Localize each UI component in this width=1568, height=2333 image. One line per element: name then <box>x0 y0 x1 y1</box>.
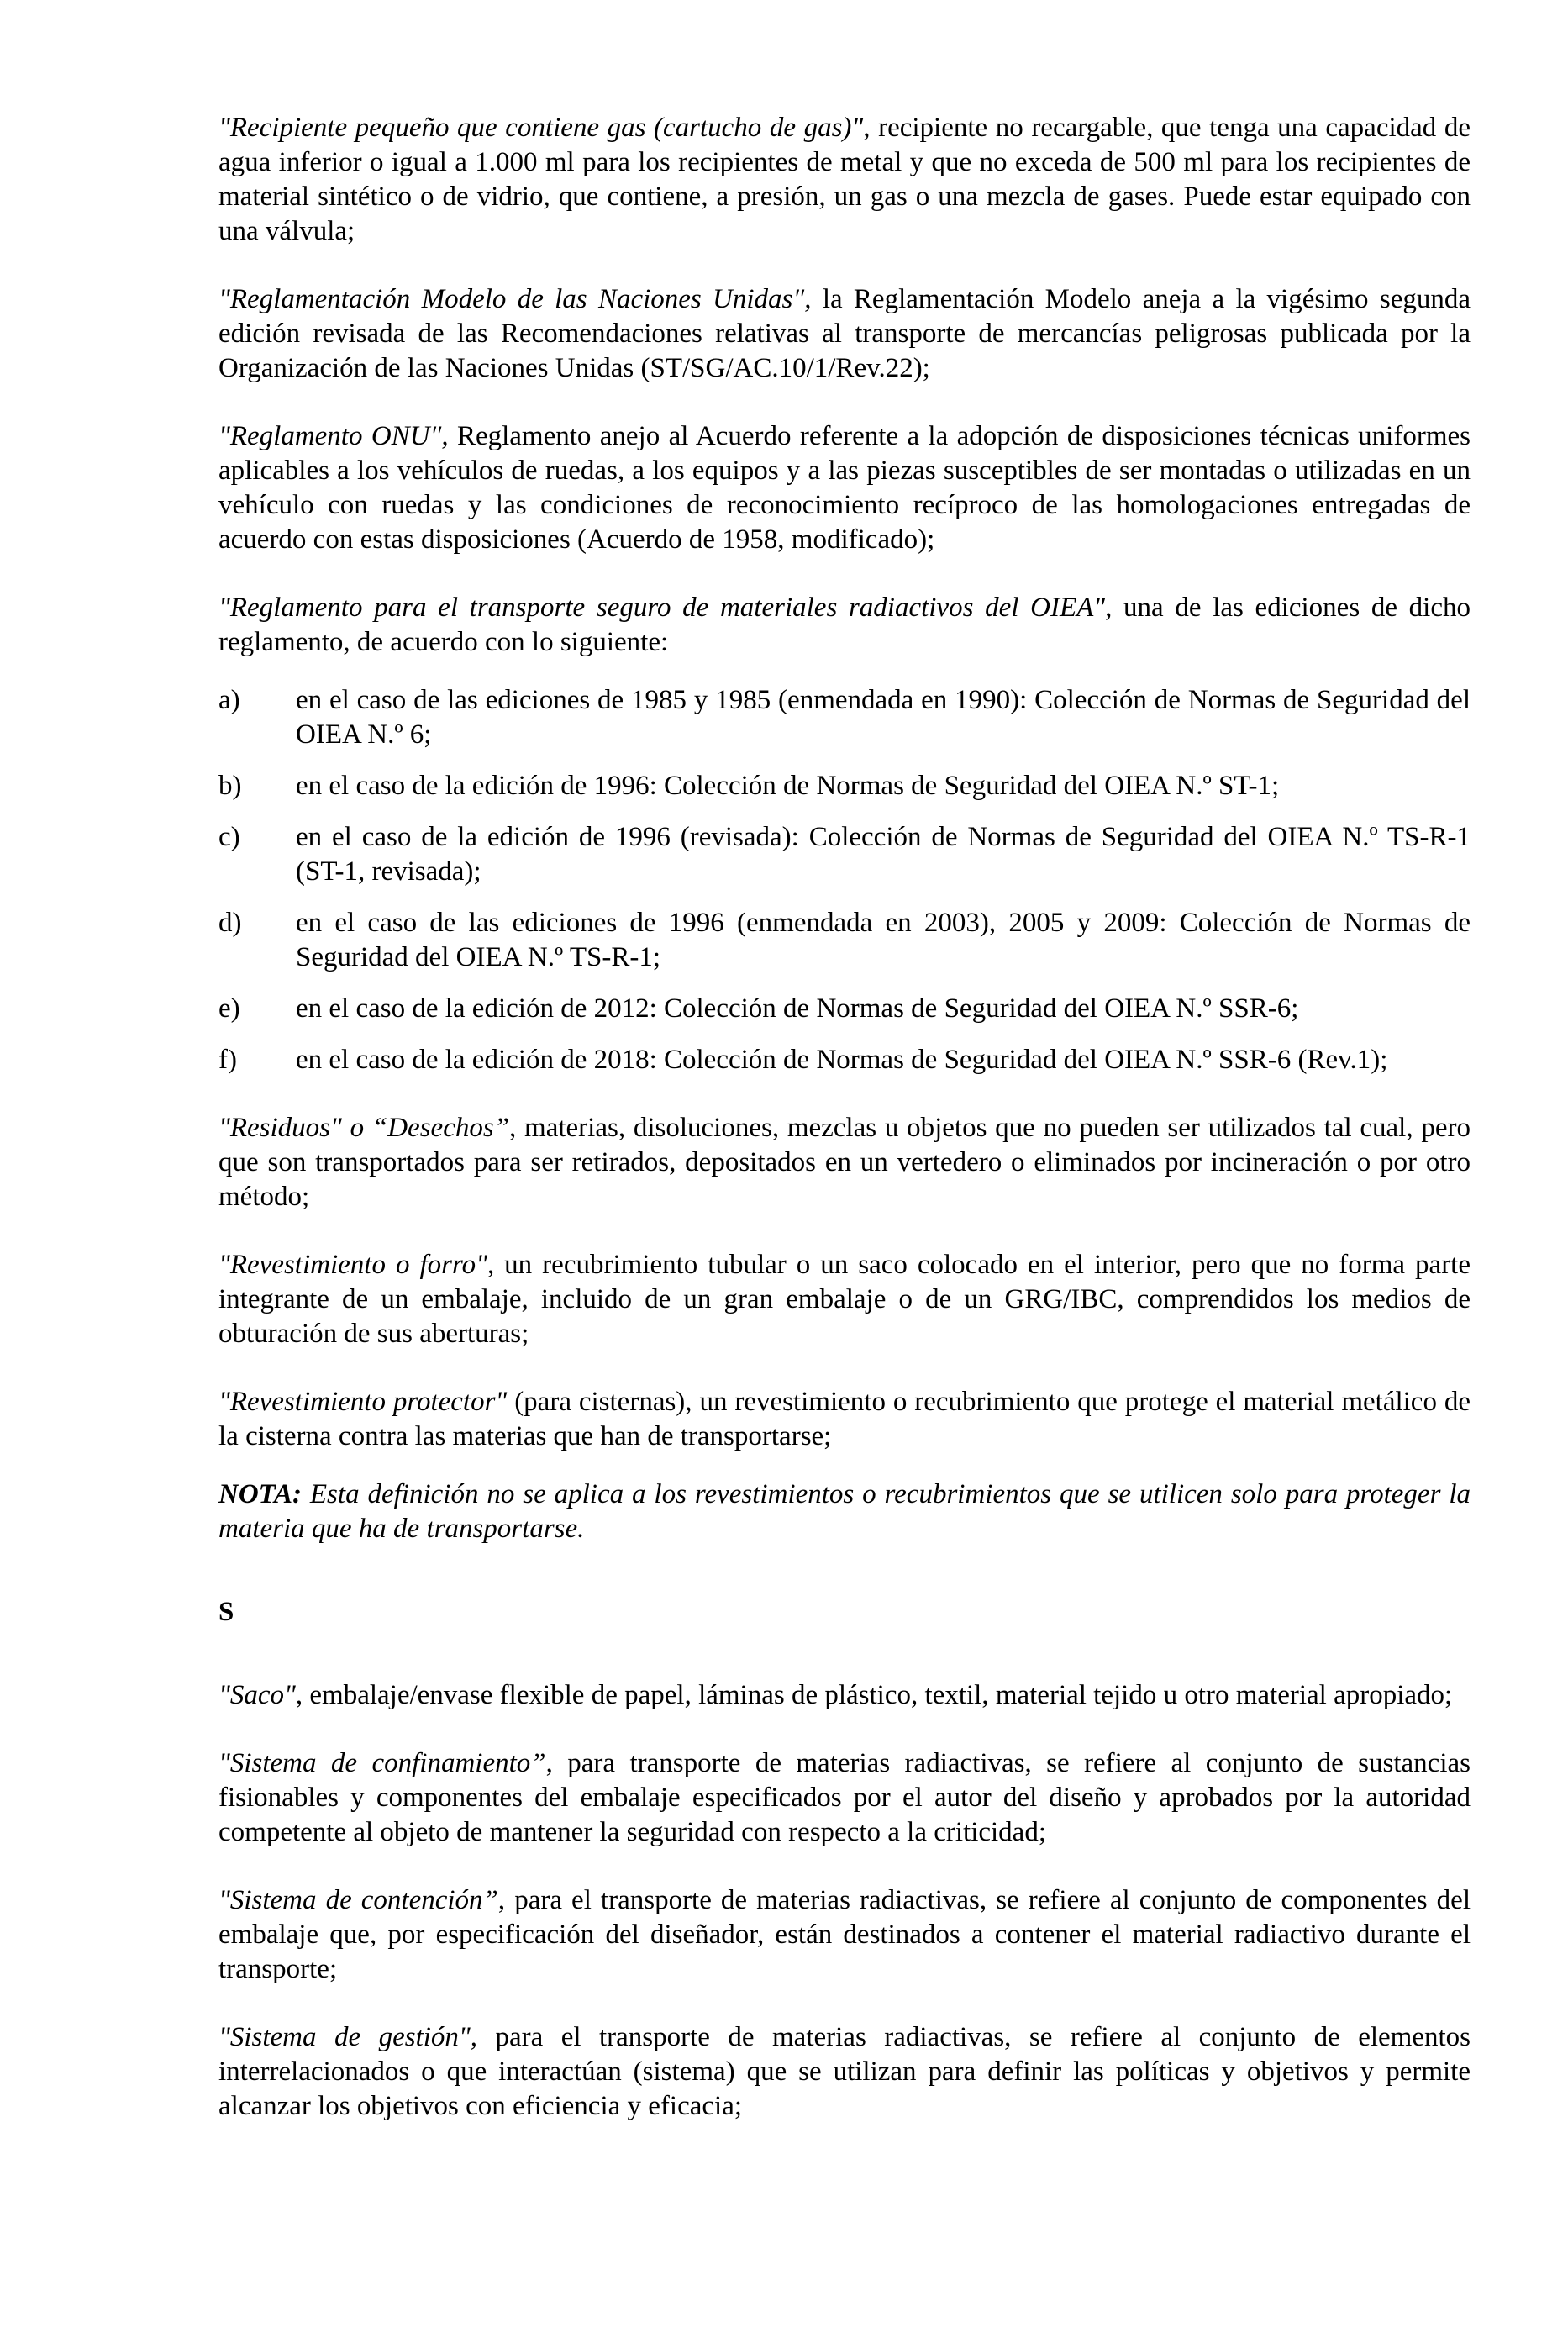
definition-text: para el transporte de materias radiactivas, se refiere al conjunto de elementos interrelacionados o que interactúan (sistema) que se utilizan para definir las políticas y objetivos y permite alcanzar los objetivos con eficiencia y eficacia; <box>218 2022 1471 2121</box>
list-item-label: b) <box>218 771 242 801</box>
list-item <box>218 992 1471 1026</box>
definition-text: , recipiente no recargable, que tenga una capacidad de agua inferior o igual a 1.000 ml para los recipientes de metal y que no exceda de 500 ml para los recipientes de material sintético o de vidrio, que contiene, a presión, un gas o una mezcla de gases. Puede estar equipado con una válvula; <box>218 113 1471 246</box>
definition-text: , una de las ediciones de dicho reglamento, de acuerdo con lo siguiente: <box>218 592 1471 657</box>
definition-entry <box>218 2020 1471 2124</box>
list-item-text: en el caso de la edición de 2012: Colección de Normas de Seguridad del OIEA N.º SSR-6; <box>296 993 1299 1024</box>
list-item-label: d) <box>218 908 242 938</box>
note <box>218 1477 1471 1546</box>
definition-entry <box>218 1111 1471 1214</box>
list-item <box>218 1043 1471 1077</box>
list-item-label: c) <box>218 822 240 852</box>
definition-entry <box>218 1746 1471 1850</box>
definition-term: "Sistema de confinamiento” <box>218 1748 546 1778</box>
oiea-editions-list <box>218 683 1471 1077</box>
list-item <box>218 906 1471 975</box>
note-text: Esta definición no se aplica a los revestimientos o recubrimientos que se utilicen solo para proteger la materia que ha de transportarse. <box>218 1479 1471 1544</box>
definition-text: , materias, disoluciones, mezclas u objetos que no pueden ser utilizados tal cual, pero que son transportados para ser retirados, depositados en un vertedero o eliminados por incineración o por otro método; <box>218 1113 1471 1212</box>
document-body <box>218 111 1471 2157</box>
definition-term: "Recipiente pequeño que contiene gas (cartucho de gas)" <box>218 113 864 143</box>
definition-entry <box>218 419 1471 557</box>
definition-text: , embalaje/envase flexible de papel, láminas de plástico, textil, material tejido u otro material apropiado; <box>295 1680 1453 1710</box>
definition-entry <box>218 591 1471 660</box>
definition-term: "Sistema de contención” <box>218 1885 498 1915</box>
definition-text: Reglamento anejo al Acuerdo referente a la adopción de disposiciones técnicas uniformes aplicables a los vehículos de ruedas, a los equipos y a las piezas susceptibles de ser montadas o utilizadas en un vehículo con ruedas y las condiciones de reconocimiento recíproco de las homologaciones entregadas de acuerdo con estas disposiciones (Acuerdo de 1958, modificado); <box>218 421 1471 555</box>
definition-term: "Sistema de gestión", <box>218 2022 478 2052</box>
definition-term: "Saco" <box>218 1680 296 1710</box>
list-item-label: a) <box>218 685 240 715</box>
definition-text: , para transporte de materias radiactivas, se refiere al conjunto de sustancias fisionables y componentes del embalaje especificados por el autor del diseño y aprobados por la autoridad competente al objeto de mantener la seguridad con respecto a la criticidad; <box>218 1748 1471 1847</box>
definition-term: "Residuos" o “Desechos” <box>218 1113 510 1143</box>
definition-term: "Reglamento ONU", <box>218 421 449 451</box>
list-item-label: e) <box>218 993 240 1024</box>
list-item <box>218 820 1471 889</box>
definition-text: (para cisternas), un revestimiento o recubrimiento que protege el material metálico de la cisterna contra las materias que han de transportarse; <box>218 1387 1471 1451</box>
list-item-text: en el caso de las ediciones de 1985 y 1985 (enmendada en 1990): Colección de Normas de Seguridad del OIEA N.º 6; <box>296 685 1471 750</box>
list-item-text: en el caso de la edición de 1996 (revisada): Colección de Normas de Seguridad del OIEA N.º TS-R-1 (ST-1, revisada); <box>296 822 1471 887</box>
definition-term: "Reglamento para el transporte seguro de materiales radiactivos del OIEA" <box>218 592 1106 623</box>
list-item-label: f) <box>218 1045 237 1075</box>
list-item-text: en el caso de la edición de 2018: Colección de Normas de Seguridad del OIEA N.º SSR-6 (Rev.1); <box>296 1045 1388 1075</box>
list-item-text: en el caso de la edición de 1996: Colección de Normas de Seguridad del OIEA N.º ST-1; <box>296 771 1280 801</box>
definition-entry <box>218 1678 1471 1713</box>
definition-entry <box>218 1248 1471 1351</box>
note-label: NOTA: <box>218 1479 302 1509</box>
definition-text: , para el transporte de materias radiactivas, se refiere al conjunto de componentes del embalaje que, por especificación del diseñador, están destinados a contener el material radiactivo durante el transporte; <box>218 1885 1471 1984</box>
definition-entry <box>218 1385 1471 1454</box>
definition-entry <box>218 1883 1471 1987</box>
list-item <box>218 769 1471 803</box>
definition-text: la Reglamentación Modelo aneja a la vigésimo segunda edición revisada de las Recomendaciones relativas al transporte de mercancías peligrosas publicada por la Organización de las Naciones Unidas (ST/SG/AC.10/1/Rev.22); <box>218 284 1471 383</box>
definition-entry <box>218 111 1471 249</box>
definition-entry <box>218 282 1471 386</box>
definition-term: "Revestimiento o forro" <box>218 1250 487 1280</box>
definition-term: "Revestimiento protector" <box>218 1387 508 1417</box>
section-heading-letter: S <box>218 1597 234 1627</box>
list-item <box>218 683 1471 752</box>
list-item-text: en el caso de las ediciones de 1996 (enmendada en 2003), 2005 y 2009: Colección de Normas de Seguridad del OIEA N.º TS-R-1; <box>296 908 1471 972</box>
definition-term: "Reglamentación Modelo de las Naciones Unidas", <box>218 284 812 314</box>
definition-text: , un recubrimiento tubular o un saco colocado en el interior, pero que no forma parte integrante de un embalaje, incluido de un gran embalaje o de un GRG/IBC, comprendidos los medios de obturación de sus aberturas; <box>218 1250 1471 1349</box>
